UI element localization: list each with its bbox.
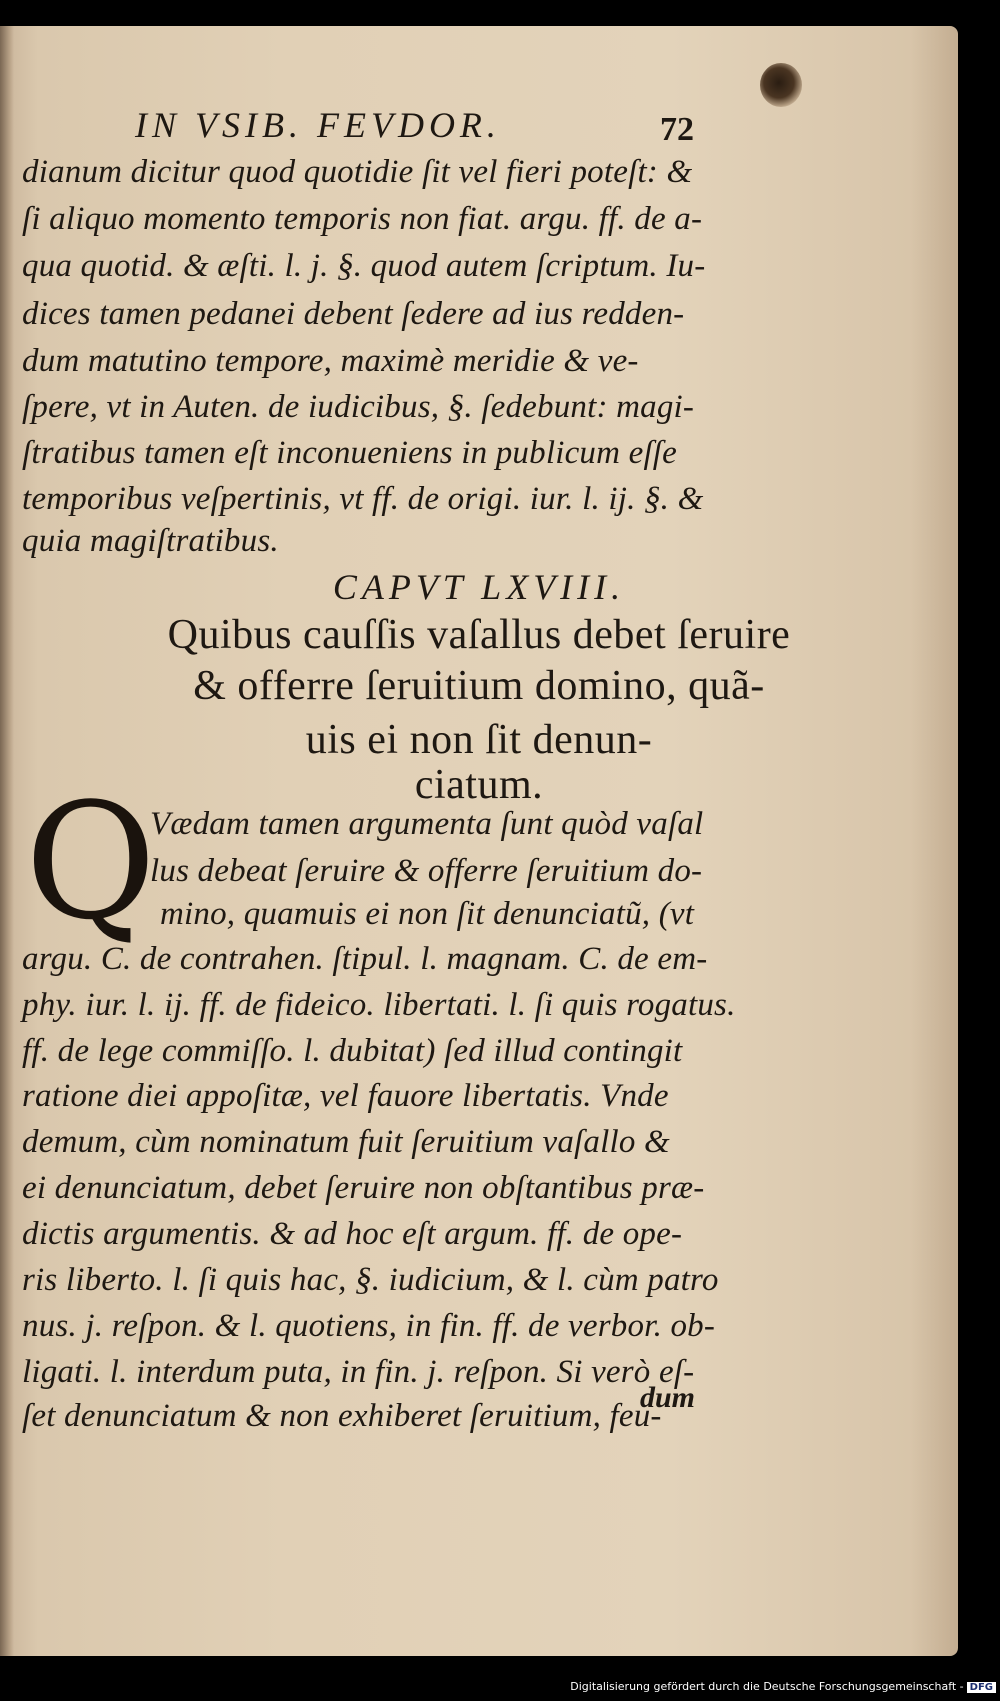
body-main-line: argu. C. de contrahen. ſtipul. l. magnam. C. de em- <box>22 941 708 977</box>
body-main-line: mino, quamuis ei non ſit denunciatũ, (vt <box>160 896 695 932</box>
chapter-title-line: & offerre ſeruitium domino, quã- <box>193 663 765 709</box>
body-main-line: Vædam tamen argumenta ſunt quòd vaſal <box>150 806 704 842</box>
chapter-title-line: uis ei non ſit denun- <box>305 717 653 763</box>
ink-stain <box>760 63 802 107</box>
credit-text: Digitalisierung gefördert durch die Deutsche Forschungsgemeinschaft - <box>570 1680 964 1693</box>
body-main-line: nus. j. reſpon. & l. quotiens, in fin. ff. de verbor. ob- <box>22 1308 716 1344</box>
folio-number: 72 <box>660 111 694 148</box>
body-top-line: ſtratibus tamen eſt inconueniens in publicum eſſe <box>22 435 678 471</box>
running-title: IN VSIB. FEVDOR. <box>135 105 501 145</box>
book-page <box>0 26 958 1656</box>
page-gutter-shadow <box>0 26 14 1656</box>
chapter-title-line: ciatum. <box>414 762 544 808</box>
drop-cap: Q <box>25 768 157 955</box>
catchword: dum <box>640 1381 696 1414</box>
digitization-credit <box>0 1680 996 1693</box>
body-top-line: dianum dicitur quod quotidie ſit vel fieri poteſt: & <box>22 154 693 190</box>
body-main-line: phy. iur. l. ij. ff. de fideico. libertati. l. ſi quis rogatus. <box>22 987 736 1023</box>
dfg-logo: DFG <box>967 1682 996 1693</box>
body-top-line: ſi aliquo momento temporis non fiat. argu. ff. de a- <box>22 201 703 237</box>
body-main-line: ratione diei appoſitæ, vel fauore libertatis. Vnde <box>22 1078 669 1114</box>
body-main-line: dictis argumentis. & ad hoc eſt argum. ff. de ope- <box>22 1216 683 1252</box>
body-top-line: qua quotid. & æſti. l. j. §. quod autem ſcriptum. Iu- <box>22 248 706 284</box>
body-main-line: ligati. l. interdum puta, in fin. j. reſpon. Si verò eſ- <box>22 1354 695 1390</box>
chapter-title-line: Quibus cauſſis vaſallus debet ſeruire <box>167 612 791 658</box>
body-main-line: ff. de lege commiſſo. l. dubitat) ſed illud contingit <box>22 1033 683 1069</box>
body-top-line: quia magiſtratibus. <box>22 523 279 559</box>
body-main-line: ris liberto. l. ſi quis hac, §. iudicium, & l. cùm patro <box>22 1262 719 1298</box>
body-main-line: lus debeat ſeruire & offerre ſeruitium do- <box>150 853 703 889</box>
body-main-line: demum, cùm nominatum fuit ſeruitium vaſallo & <box>22 1124 670 1160</box>
body-top-line: dices tamen pedanei debent ſedere ad ius redden- <box>22 296 685 332</box>
chapter-number: CAPVT LXVIII. <box>332 567 626 607</box>
body-top-line: temporibus veſpertinis, vt ff. de origi. iur. l. ij. §. & <box>22 481 704 517</box>
body-main-line: ei denunciatum, debet ſeruire non obſtantibus præ- <box>22 1170 705 1206</box>
body-top-line: dum matutino tempore, maximè meridie & ve- <box>22 343 639 379</box>
body-top-line: ſpere, vt in Auten. de iudicibus, §. ſedebunt: magi- <box>22 389 695 425</box>
body-main-line: ſet denunciatum & non exhiberet ſeruitium, feu- <box>22 1398 662 1434</box>
